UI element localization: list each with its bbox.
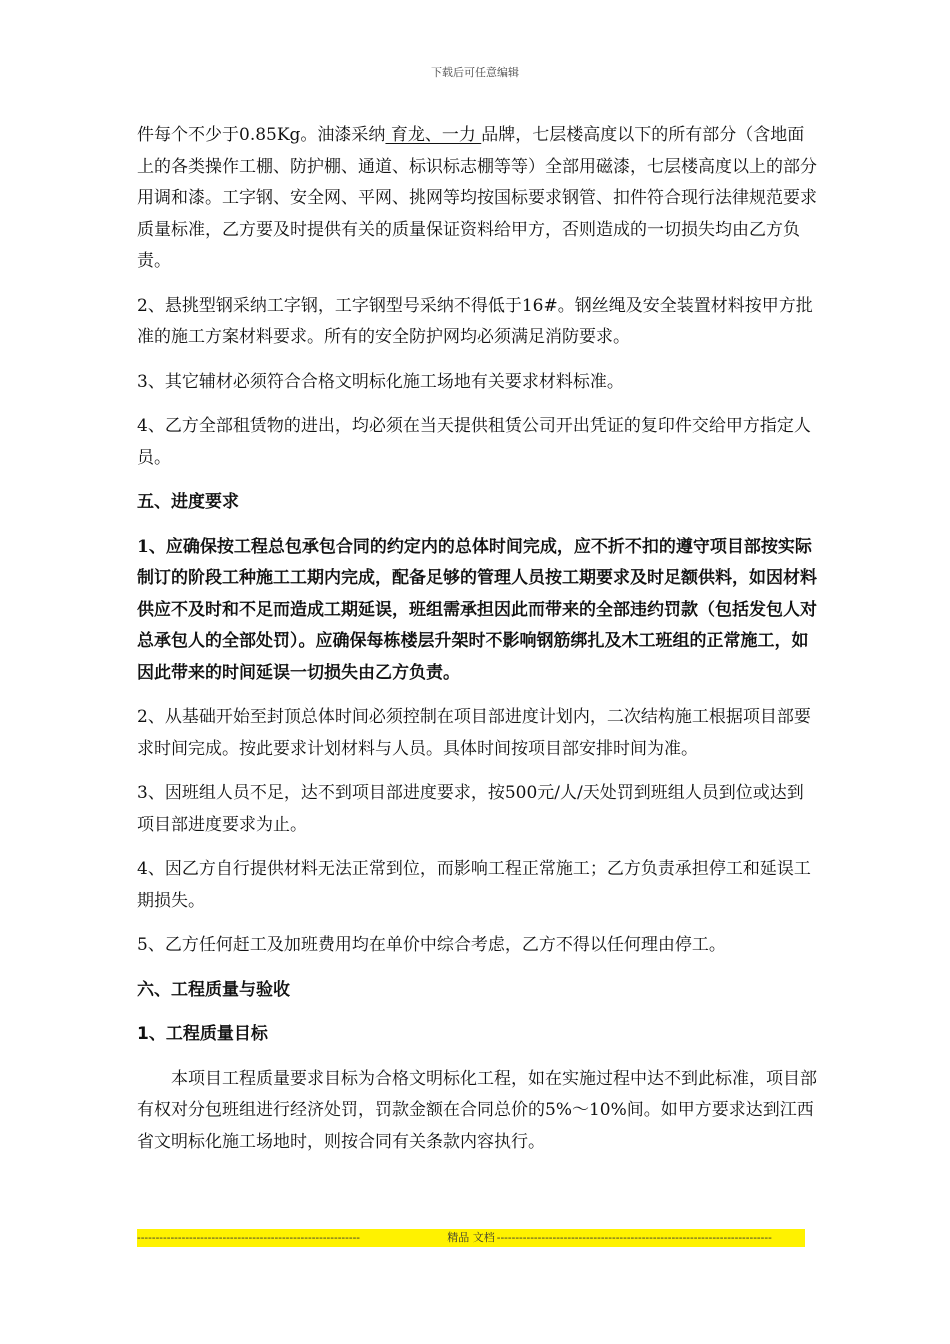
schedule-item-5: 5、乙方任何赶工及加班费用均在单价中综合考虑，乙方不得以任何理由停工。 — [137, 935, 726, 955]
brand-underlined: 育龙、一力 — [385, 125, 482, 145]
quality-target-body: 本项目工程质量要求目标为合格文明标化工程，如在实施过程中达不到此标准，项目部有权对分包班组进行经济处罚，罚款金额在合同总价的5%～10%间。如甲方要求达到江西省文明标化施工场地时，则按合同有关条款内容执行。 — [137, 1068, 817, 1152]
footer-dashes-left: ------------------------------------------------------------ — [137, 1231, 361, 1244]
schedule-item-4: 4、因乙方自行提供材料无法正常到位，而影响工程正常施工；乙方负责承担停工和延误工期损失。 — [137, 859, 811, 911]
paragraph-text: 品牌，七层楼高度以下的所有部分（含地面上的各类操作工棚、防护棚、通道、标识标志棚等等）全部用磁漆，七层楼高度以上的部分用调和漆。工字钢、安全网、平网、挑网等均按国标要求钢管、扣件符合现行法律规范要求质量标准，乙方要及时提供有关的质量保证资料给甲方，否则造成的一切损失均由乙方负责。 — [137, 125, 817, 271]
paragraph-rental: 4、乙方全部租赁物的进出，均必须在当天提供租赁公司开出凭证的复印件交给甲方指定人员。 — [137, 416, 811, 468]
subheading-quality-target: 1、工程质量目标 — [137, 1024, 268, 1044]
paragraph-materials — [137, 120, 817, 278]
schedule-item-3: 3、因班组人员不足，达不到项目部进度要求，按500元/人/天处罚到班组人员到位或达到项目部进度要求为止。 — [137, 783, 804, 835]
schedule-item-2: 2、从基础开始至封顶总体时间必须控制在项目部进度计划内，二次结构施工根据项目部要求时间完成。按此要求计划材料与人员。具体时间按项目部安排时间为准。 — [137, 707, 811, 759]
footer-dashes-right: -------------------------------------------------------------------------- — [496, 1231, 772, 1244]
footer-label: 精品 文档 — [447, 1231, 495, 1244]
section-heading-schedule: 五、进度要求 — [137, 492, 239, 512]
paragraph-steel: 2、悬挑型钢采纳工字钢，工字钢型号采纳不得低于16#。钢丝绳及安全装置材料按甲方批准的施工方案材料要求。所有的安全防护网均必须满足消防要求。 — [137, 295, 813, 347]
section-heading-quality: 六、工程质量与验收 — [137, 979, 290, 1000]
paragraph-auxiliary: 3、其它辅材必须符合合格文明标化施工场地有关要求材料标准。 — [137, 371, 624, 392]
paragraph-text: 件每个不少于0.85Kg。油漆采纳 — [137, 125, 386, 145]
schedule-item-1: 1、应确保按工程总包承包合同的约定内的总体时间完成，应不折不扣的遵守项目部按实际制订的阶段工种施工工期内完成，配备足够的管理人员按工期要求及时足额供料，如因材料供应不及时和不足而造成工期延误，班组需承担因此而带来的全部违约罚款（包括发包人对总承包人的全部处罚）。应确保每栋楼层升架时不影响钢筋绑扎及木工班组的正常施工，如因此带来的时间延误一切损失由乙方负责。 — [137, 536, 817, 683]
document-body — [137, 120, 817, 1158]
footer-banner — [137, 1229, 805, 1247]
page-header: 下载后可任意编辑 — [431, 66, 519, 79]
